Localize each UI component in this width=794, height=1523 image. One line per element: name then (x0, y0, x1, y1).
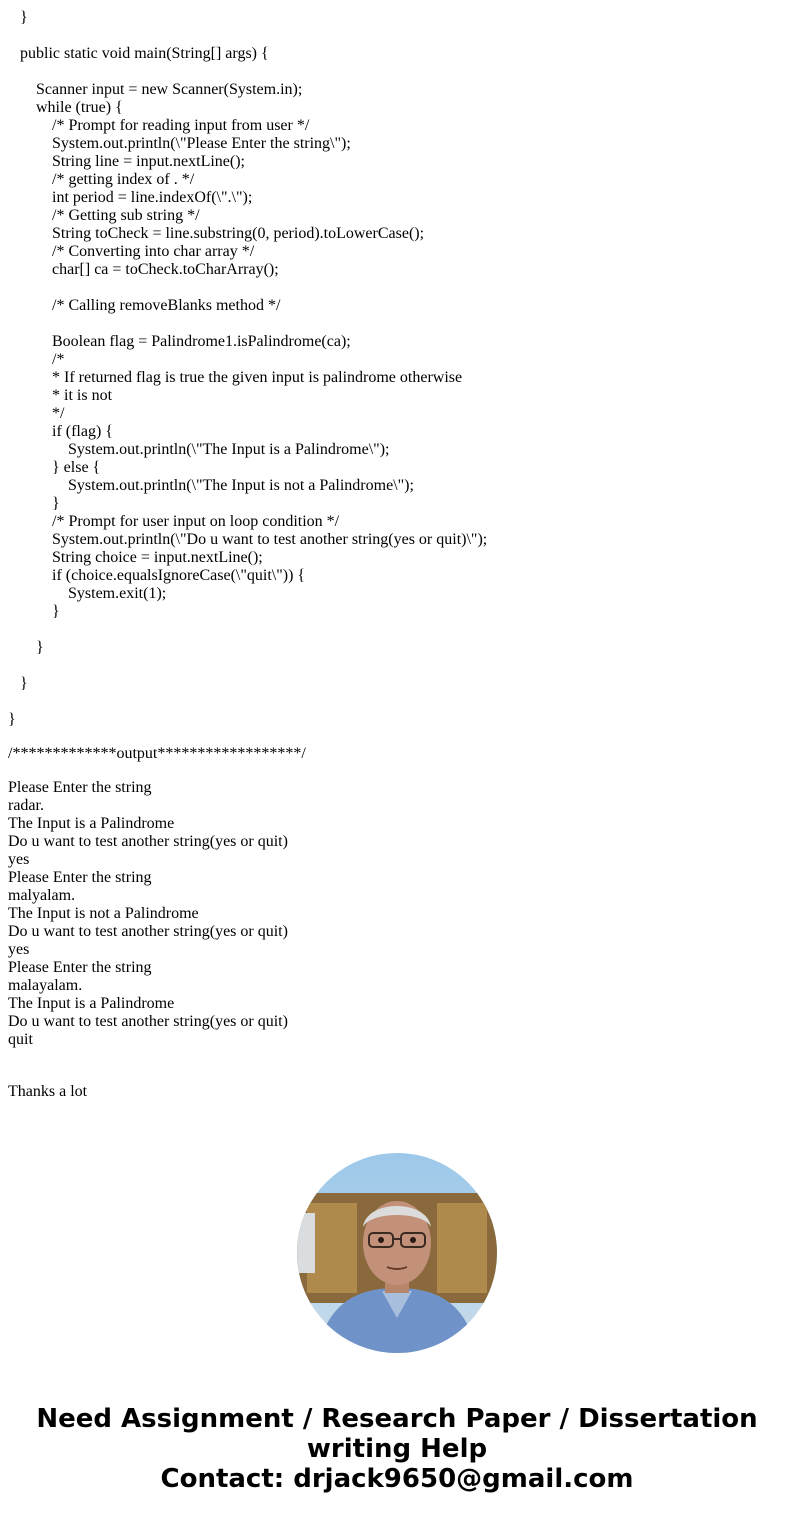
code-line (8, 27, 487, 45)
code-line: System.out.println(\"Do u want to test another string(yes or quit)\"); (8, 531, 488, 548)
output-line: yes (8, 851, 30, 868)
code-line: System.out.println(\"The Input is not a Palindrome\"); (8, 477, 414, 494)
output-line: The Input is not a Palindrome (8, 905, 199, 922)
output-lines (8, 779, 487, 1049)
code-line: } (8, 603, 60, 620)
output-line: radar. (8, 797, 44, 814)
code-lines (8, 9, 487, 729)
output-line: malayalam. (8, 977, 83, 994)
contact-banner (0, 1404, 794, 1494)
code-line: } (8, 9, 28, 26)
code-line: String toCheck = line.substring(0, period).toLowerCase(); (8, 225, 425, 242)
code-line: } (8, 675, 28, 692)
output-line: The Input is a Palindrome (8, 815, 175, 832)
code-line (8, 63, 487, 81)
banner-line-3: Contact: drjack9650@gmail.com (160, 1464, 634, 1494)
code-line: String choice = input.nextLine(); (8, 549, 263, 566)
output-line: Please Enter the string (8, 959, 152, 976)
output-header: /*************output******************/ (8, 745, 306, 762)
output-line: Do u want to test another string(yes or quit) (8, 833, 288, 850)
banner-line-1: Need Assignment / Research Paper / Dissertation (36, 1404, 758, 1434)
code-content (8, 9, 487, 1101)
output-line: quit (8, 1031, 33, 1048)
closing-text: Thanks a lot (8, 1083, 88, 1100)
output-line: malyalam. (8, 887, 76, 904)
code-line: /* getting index of . */ (8, 171, 195, 188)
output-line: Do u want to test another string(yes or quit) (8, 923, 288, 940)
output-line: Please Enter the string (8, 869, 152, 886)
code-line: String line = input.nextLine(); (8, 153, 245, 170)
code-line: } else { (8, 459, 101, 476)
code-line: if (choice.equalsIgnoreCase(\"quit\")) { (8, 567, 306, 584)
author-photo (297, 1153, 497, 1353)
code-line (8, 657, 487, 675)
code-line: public static void main(String[] args) { (8, 45, 269, 62)
code-line: */ (8, 405, 65, 422)
person-photo-icon (297, 1153, 497, 1353)
output-line: Do u want to test another string(yes or quit) (8, 1013, 288, 1030)
code-line: /* Prompt for user input on loop condition */ (8, 513, 340, 530)
code-line: int period = line.indexOf(\".\"); (8, 189, 253, 206)
code-line: } (8, 711, 16, 728)
output-line: The Input is a Palindrome (8, 995, 175, 1012)
code-line (8, 693, 487, 711)
output-line: Please Enter the string (8, 779, 152, 796)
code-line: Boolean flag = Palindrome1.isPalindrome(ca); (8, 333, 351, 350)
code-line: /* Getting sub string */ (8, 207, 200, 224)
code-line (8, 315, 487, 333)
code-line: /* Converting into char array */ (8, 243, 255, 260)
code-line: System.out.println(\"The Input is a Palindrome\"); (8, 441, 390, 458)
banner-line-2: writing Help (306, 1434, 488, 1464)
code-line: /* (8, 351, 65, 368)
code-line: System.exit(1); (8, 585, 167, 602)
code-line (8, 279, 487, 297)
code-line: char[] ca = toCheck.toCharArray(); (8, 261, 279, 278)
code-line: Scanner input = new Scanner(System.in); (8, 81, 303, 98)
code-line: /* Calling removeBlanks method */ (8, 297, 281, 314)
code-line: /* Prompt for reading input from user */ (8, 117, 310, 134)
code-line: * If returned flag is true the given input is palindrome otherwise (8, 369, 463, 386)
code-line (8, 621, 487, 639)
code-line: System.out.println(\"Please Enter the string\"); (8, 135, 351, 152)
code-line: while (true) { (8, 99, 123, 116)
code-line: * it is not (8, 387, 113, 404)
code-line: } (8, 495, 60, 512)
code-line: if (flag) { (8, 423, 113, 440)
output-line: yes (8, 941, 30, 958)
code-line: } (8, 639, 44, 656)
